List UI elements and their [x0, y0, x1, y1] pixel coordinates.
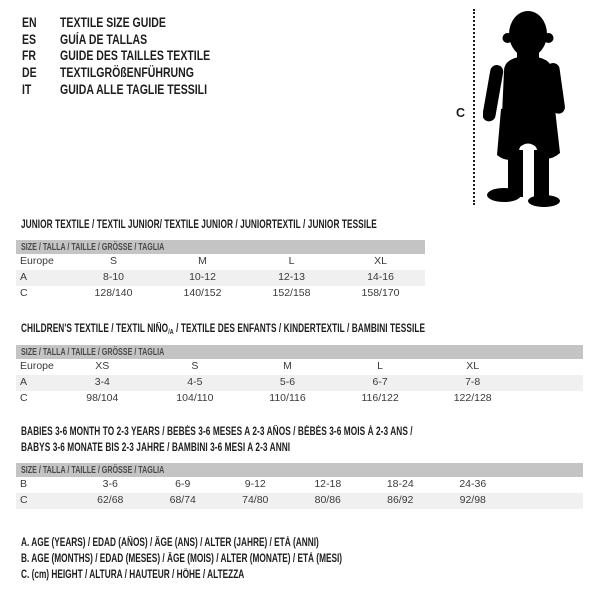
- size-cell: 98/104: [86, 391, 119, 404]
- size-cell: 3-6: [102, 478, 118, 490]
- guide-title: TEXTILGRÖßENFÜHRUNG: [60, 65, 194, 81]
- size-cell: 3-4: [94, 375, 110, 388]
- size-cell: 86/92: [387, 493, 414, 506]
- babies-size-table: [16, 463, 583, 509]
- size-cell: 128/140: [94, 286, 133, 299]
- language-row: [22, 48, 253, 65]
- language-code: ES: [22, 31, 37, 47]
- size-cell: M: [283, 360, 292, 372]
- size-cell: S: [191, 360, 199, 372]
- size-cell: 6-9: [175, 478, 191, 490]
- size-cell: 104/110: [176, 391, 214, 404]
- size-cell: 158/170: [361, 286, 400, 299]
- size-header-band: SIZE / TALLA / TAILLE / GRÖSSE / TAGLIA: [16, 240, 425, 254]
- size-cell: 122/128: [453, 391, 492, 404]
- table-row: [16, 359, 583, 375]
- children-size-table: [16, 345, 583, 406]
- size-cell: 9-12: [244, 478, 266, 490]
- language-code: FR: [22, 48, 37, 64]
- table-row: [16, 254, 425, 270]
- guide-title: GUÍA DE TALLAS: [60, 31, 148, 47]
- size-cell: 92/98: [459, 493, 486, 506]
- size-cell: 74/80: [242, 493, 269, 506]
- table-row: [16, 477, 583, 493]
- size-cell: 4-5: [187, 375, 203, 388]
- row-label: Europe: [20, 360, 54, 372]
- row-label: C: [20, 286, 28, 299]
- language-code: IT: [22, 81, 32, 97]
- note-age-years: A. AGE (YEARS) / EDAD (AÑOS) / ÂGE (ANS) / ALTER (JAHRE) / ETÀ (ANNI): [21, 537, 319, 549]
- table-row: [16, 270, 425, 286]
- table-row: [16, 391, 583, 407]
- size-cell: 14-16: [367, 270, 394, 283]
- note-height-cm: C. (cm) HEIGHT / ALTURA / HAUTEUR / HÖHE / ALTEZZA: [21, 569, 245, 582]
- spacer-cell: [519, 359, 583, 375]
- table-row: [16, 286, 425, 302]
- size-cell: L: [377, 360, 383, 372]
- language-row: [22, 82, 253, 99]
- table-row: [16, 493, 583, 509]
- size-cell: 12-13: [278, 270, 305, 283]
- baby-silhouette-icon: [483, 7, 567, 207]
- language-row: [22, 65, 253, 82]
- size-cell: 24-36: [459, 478, 487, 490]
- height-measure-line: [473, 9, 475, 205]
- size-cell: 62/68: [97, 493, 124, 506]
- guide-title: GUIDA ALLE TAGLIE TESSILI: [60, 81, 208, 97]
- babies-section-title: BABIES 3-6 MONTH TO 2-3 YEARS / BEBÉS 3-6 MESES A 2-3 AÑOS / BÉBÉS 3-6 MOIS À 2-3 ANS / BABYS 3-6 MONATE BIS 2-3 JAHRE / BAMBINI 3-6 MESI A 2-3 ANNI: [21, 426, 413, 454]
- row-label: Europe: [20, 255, 54, 267]
- size-cell: S: [109, 255, 117, 267]
- junior-section-title: JUNIOR TEXTILE / TEXTIL JUNIOR/ TEXTILE JUNIOR / JUNIORTEXTIL / JUNIOR TESSILE: [21, 219, 377, 231]
- size-cell: XL: [374, 255, 387, 267]
- size-cell: 116/122: [361, 391, 399, 404]
- children-section-title: CHILDREN'S TEXTILE / TEXTIL NIÑO/A / TEXTILE DES ENFANTS / KINDERTEXTIL / BAMBINI TESSILE: [21, 323, 426, 336]
- size-cell: XL: [466, 360, 480, 372]
- size-cell: M: [198, 255, 207, 267]
- junior-size-table: [16, 240, 425, 301]
- size-cell: 10-12: [189, 270, 216, 283]
- size-cell: 7-8: [465, 375, 481, 388]
- spacer-cell: [519, 375, 583, 391]
- table-row: [16, 375, 583, 391]
- subscript-text: /A: [168, 327, 174, 336]
- size-cell: 8-10: [102, 270, 124, 283]
- guide-title: TEXTILE SIZE GUIDE: [60, 15, 166, 30]
- row-label: A: [20, 270, 28, 283]
- size-cell: XS: [95, 360, 110, 372]
- spacer-cell: [519, 391, 583, 407]
- language-row: [22, 15, 253, 32]
- row-label: A: [20, 375, 28, 388]
- row-label: B: [20, 478, 28, 490]
- size-cell: 6-7: [372, 375, 388, 388]
- size-cell: 5-6: [279, 375, 296, 388]
- guide-title: GUIDE DES TAILLES TEXTILE: [60, 48, 211, 64]
- size-cell: L: [288, 255, 295, 267]
- size-cell: 152/158: [272, 286, 311, 299]
- row-label: C: [20, 391, 28, 404]
- legend-notes: [21, 535, 467, 584]
- language-row: [22, 32, 253, 49]
- size-header-band: SIZE / TALLA / TAILLE / GRÖSSE / TAGLIA: [16, 463, 583, 477]
- language-code: EN: [22, 15, 37, 30]
- size-cell: 18-24: [386, 478, 414, 490]
- size-cell: 110/116: [269, 391, 306, 404]
- note-age-months: B. AGE (MONTHS) / EDAD (MESES) / ÂGE (MOIS) / ALTER (MONATE) / ETÀ (MESI): [21, 553, 343, 566]
- spacer-cell: [509, 493, 583, 509]
- size-cell: 140/152: [183, 286, 222, 299]
- size-header-band: SIZE / TALLA / TAILLE / GRÖSSE / TAGLIA: [16, 345, 583, 359]
- size-cell: 68/74: [169, 493, 196, 506]
- language-code: DE: [22, 65, 37, 81]
- size-cell: 12-18: [314, 478, 342, 490]
- spacer-cell: [509, 477, 583, 493]
- row-label: C: [20, 493, 28, 506]
- size-cell: 80/86: [314, 493, 341, 506]
- height-measure-label: C: [456, 106, 466, 120]
- language-header-list: [22, 15, 253, 98]
